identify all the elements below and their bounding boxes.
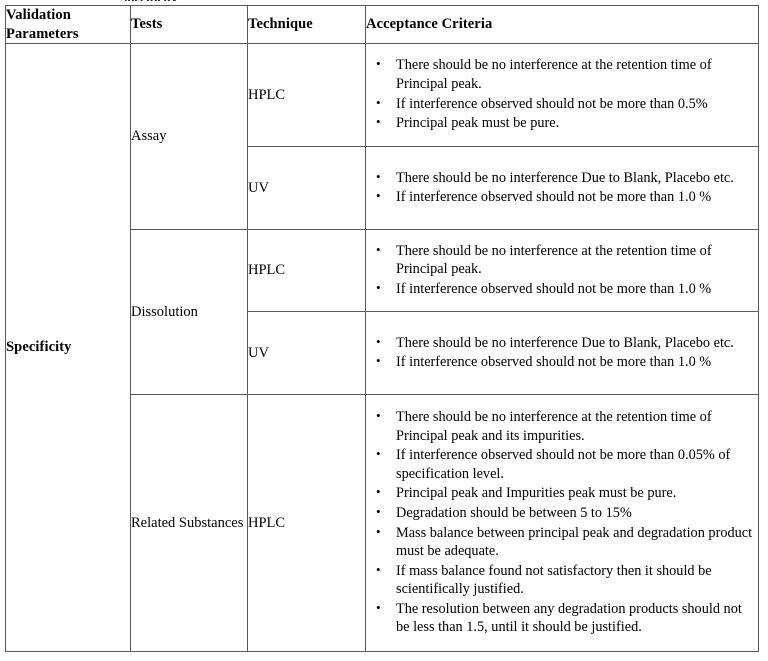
criteria-item: • Principal peak must be pure. <box>396 114 758 133</box>
cell-technique-hplc-dissolution: HPLC <box>248 230 366 312</box>
criteria-item: • If interference observed should not be more than 0.5% <box>396 95 758 114</box>
criteria-list <box>366 56 758 132</box>
criteria-item: • There should be no interference Due to Blank, Placebo etc. <box>396 334 758 353</box>
column-header-technique: Technique <box>248 6 366 44</box>
column-header-acceptance-criteria: Acceptance Criteria <box>366 6 759 44</box>
table-row <box>6 44 759 147</box>
criteria-item: • There should be no interference at the retention time of Principal peak. <box>396 56 758 93</box>
table-header-row <box>6 6 759 44</box>
cell-technique-uv-dissolution: UV <box>248 312 366 395</box>
criteria-item: • If mass balance found not satisfactory then it should be scientifically justified. <box>396 562 758 599</box>
cell-criteria-related-substances-hplc <box>366 395 759 652</box>
criteria-item: • The resolution between any degradation products should not be less than 1.5, until it should be justified. <box>396 600 758 637</box>
cell-criteria-dissolution-uv <box>366 312 759 395</box>
criteria-item: • If interference observed should not be more than 1.0 % <box>396 188 758 207</box>
criteria-item: • There should be no interference at the retention time of Principal peak. <box>396 242 758 279</box>
criteria-item: • There should be no interference at the retention time of Principal peak and its impurities. <box>396 408 758 445</box>
cell-test-related-substances: Related Substances <box>131 395 248 652</box>
cell-criteria-assay-uv <box>366 147 759 230</box>
cell-test-dissolution: Dissolution <box>131 230 248 395</box>
column-header-validation-parameters: Validation Parameters <box>6 6 131 44</box>
cut-off-top-text <box>120 0 380 1</box>
criteria-list <box>366 242 758 299</box>
criteria-item: • Principal peak and Impurities peak must be pure. <box>396 484 758 503</box>
criteria-item: • If interference observed should not be more than 1.0 % <box>396 353 758 372</box>
criteria-item: • Mass balance between principal peak and degradation product must be adequate. <box>396 524 758 561</box>
criteria-list <box>366 169 758 207</box>
cell-test-assay: Assay <box>131 44 248 230</box>
cell-validation-parameter-specificity: Specificity <box>6 44 131 652</box>
validation-parameters-table <box>5 5 759 652</box>
cell-technique-hplc-related-substances: HPLC <box>248 395 366 652</box>
criteria-item: • If interference observed should not be more than 1.0 % <box>396 280 758 299</box>
cell-technique-hplc-assay: HPLC <box>248 44 366 147</box>
criteria-list <box>366 408 758 637</box>
criteria-item: • Degradation should be between 5 to 15% <box>396 504 758 523</box>
column-header-tests: Tests <box>131 6 248 44</box>
criteria-item: • There should be no interference Due to Blank, Placebo etc. <box>396 169 758 188</box>
criteria-list <box>366 334 758 372</box>
cell-criteria-assay-hplc <box>366 44 759 147</box>
cell-criteria-dissolution-hplc <box>366 230 759 312</box>
criteria-item: • If interference observed should not be more than 0.05% of specification level. <box>396 446 758 483</box>
cell-technique-uv-assay: UV <box>248 147 366 230</box>
